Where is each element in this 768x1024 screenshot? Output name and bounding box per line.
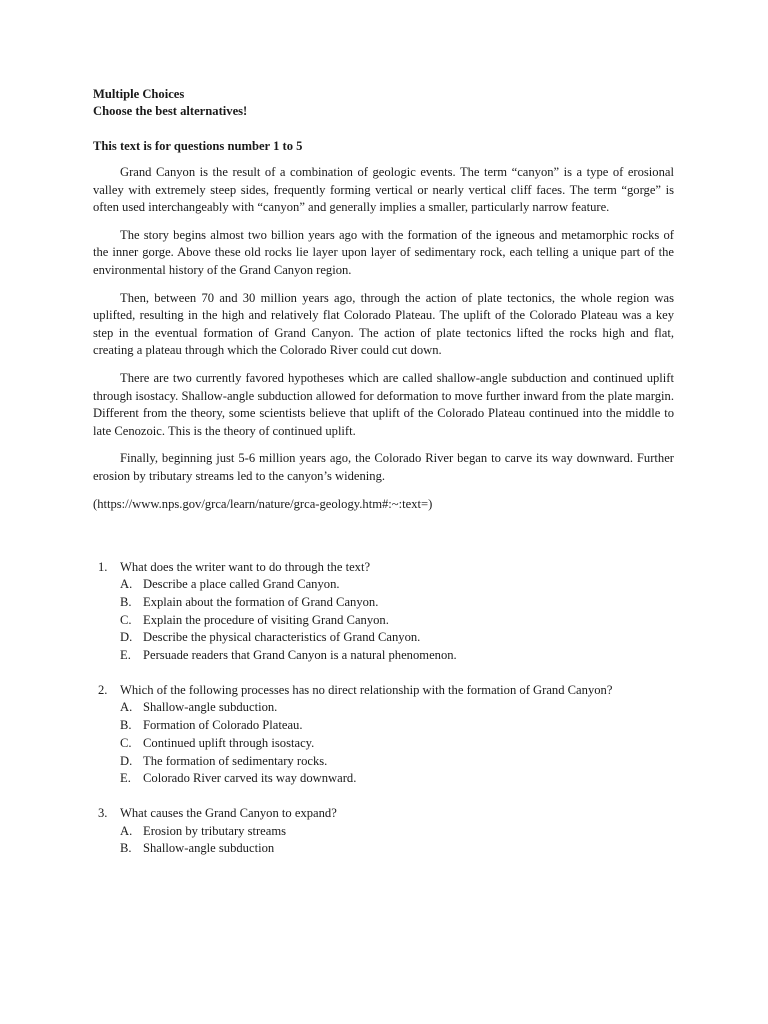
answer-option xyxy=(120,612,674,630)
question-number: 2. xyxy=(98,682,108,697)
question-number: 1. xyxy=(98,559,108,574)
option-letter: B. xyxy=(120,841,132,856)
passage-note: This text is for questions number 1 to 5 xyxy=(93,139,303,153)
option-letter: E. xyxy=(120,771,131,786)
option-letter: B. xyxy=(120,594,132,609)
option-text: Shallow-angle subduction xyxy=(143,841,275,856)
option-letter: A. xyxy=(120,823,133,838)
answer-option xyxy=(120,840,674,858)
answer-option xyxy=(120,647,674,665)
passage-paragraph: The story begins almost two billion years ago with the formation of the igneous and metamorphic rocks of the inner gorge. Above these old rocks lie layer upon layer of sedimentary rock, each telling a unique part of the environmental history of the Grand Canyon region. xyxy=(93,227,674,277)
passage-paragraph: Grand Canyon is the result of a combination of geologic events. The term “canyon” is a type of erosional valley with extremely steep sides, frequently forming vertical or nearly vertical cliff faces. The term “gorge” is often used interchangeably with “canyon” and generally implies a smaller, particularly narrow feature. xyxy=(93,165,674,215)
option-text: Describe the physical characteristics of Grand Canyon. xyxy=(143,630,421,645)
option-text: Explain the procedure of visiting Grand Canyon. xyxy=(143,612,389,627)
question-list xyxy=(93,559,674,859)
passage xyxy=(93,164,674,513)
answer-option xyxy=(120,823,674,841)
question-number: 3. xyxy=(98,805,108,820)
option-text: Persuade readers that Grand Canyon is a natural phenomenon. xyxy=(143,648,457,663)
option-text: Shallow-angle subduction. xyxy=(143,700,278,715)
option-letter: C. xyxy=(120,612,132,627)
answer-option xyxy=(120,717,674,735)
question-text: What does the writer want to do through the text? xyxy=(120,559,371,574)
document-page xyxy=(93,86,674,875)
option-letter: E. xyxy=(120,648,131,663)
question-text: Which of the following processes has no direct relationship with the formation of Grand Canyon? xyxy=(120,682,613,697)
passage-paragraph: Finally, beginning just 5-6 million years ago, the Colorado River began to carve its way downward. Further erosion by tributary streams led to the canyon’s widening. xyxy=(93,451,674,483)
option-letter: A. xyxy=(120,700,133,715)
answer-option xyxy=(120,735,674,753)
passage-paragraph: Then, between 70 and 30 million years ago, through the action of plate tectonics, the whole region was uplifted, resulting in the high and relatively flat Colorado Plateau. The uplift of the Colorado Plateau was a key step in the eventual formation of Grand Canyon. The action of plate tectonics lifted the rocks high and flat, creating a plateau through which the Colorado River could cut down. xyxy=(93,290,674,358)
answer-option xyxy=(120,576,674,594)
option-text: Explain about the formation of Grand Canyon. xyxy=(143,594,379,609)
option-text: Describe a place called Grand Canyon. xyxy=(143,577,340,592)
option-text: Erosion by tributary streams xyxy=(143,823,287,838)
option-letter: C. xyxy=(120,735,132,750)
passage-paragraph: There are two currently favored hypotheses which are called shallow-angle subduction and continued uplift through isostacy. Shallow-angle subduction allowed for deformation to move further inward from the plate margin. Different from the theory, some scientists believe that uplift of the Colorado Plateau continued into the middle to late Cenozoic. This is the theory of continued uplift. xyxy=(93,370,674,438)
question-item xyxy=(93,682,674,788)
answer-option xyxy=(120,594,674,612)
option-text: Continued uplift through isostacy. xyxy=(143,735,315,750)
option-letter: A. xyxy=(120,577,133,592)
option-letter: D. xyxy=(120,630,133,645)
answer-option xyxy=(120,770,674,788)
instruction: Choose the best alternatives! xyxy=(93,104,248,118)
option-letter: B. xyxy=(120,718,132,733)
question-text: What causes the Grand Canyon to expand? xyxy=(120,805,337,820)
question-item xyxy=(93,559,674,665)
option-text: The formation of sedimentary rocks. xyxy=(143,753,328,768)
answer-option xyxy=(120,629,674,647)
source-citation: (https://www.nps.gov/grca/learn/nature/grca-geology.htm#:~:text=) xyxy=(93,496,433,511)
answer-option xyxy=(120,753,674,771)
answer-option xyxy=(120,699,674,717)
option-letter: D. xyxy=(120,753,133,768)
option-text: Colorado River carved its way downward. xyxy=(143,771,357,786)
option-text: Formation of Colorado Plateau. xyxy=(143,718,303,733)
question-item xyxy=(93,805,674,858)
section-title: Multiple Choices xyxy=(93,87,185,101)
